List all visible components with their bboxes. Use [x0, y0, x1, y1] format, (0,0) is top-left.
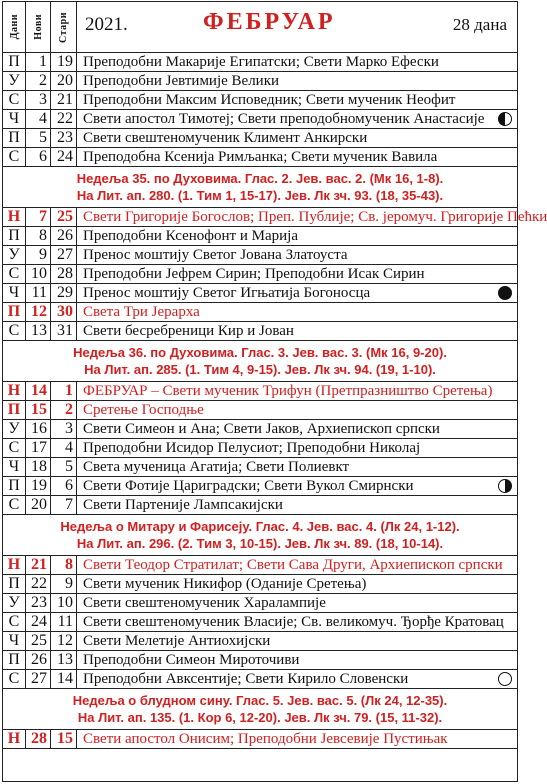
saints-of-day: Свети Теодор Стратилат; Свети Сава Други, Архиепископ српски: [83, 557, 503, 573]
header-days-column: Дани: [3, 2, 26, 52]
saints-of-day: Света мученица Агатија; Свети Полиевкт: [83, 459, 350, 475]
old-style-date: 8: [51, 556, 77, 574]
old-style-date: 10: [51, 594, 77, 612]
saints-of-day: Преподобни Јевтимије Велики: [83, 73, 280, 89]
new-style-date: 17: [26, 439, 51, 457]
week-readings-block: [3, 689, 517, 730]
day-of-week: П: [3, 401, 26, 419]
day-row: [3, 227, 517, 246]
day-row: [3, 284, 517, 303]
day-of-week: П: [3, 651, 26, 669]
week-readings-block: [3, 341, 517, 382]
day-row: [3, 477, 517, 496]
day-row: [3, 420, 517, 439]
saints-of-day: Свети апостол Онисим; Преподобни Јевсевије Пустињак: [83, 731, 448, 747]
saints-of-day: ФЕБРУАР – Свети мученик Трифун (Претпразништво Сретења): [83, 383, 493, 399]
day-row: [3, 556, 517, 575]
old-style-date: 7: [51, 496, 77, 514]
day-of-week: С: [3, 439, 26, 457]
new-style-date: 1: [26, 53, 51, 71]
new-style-date: 26: [26, 651, 51, 669]
saints-of-day: Свети Григорије Богослов; Преп. Публије; Св. јеромуч. Григорије Пећки: [83, 209, 547, 225]
day-of-week: С: [3, 91, 26, 109]
february-calendar: [2, 1, 547, 782]
saints-of-day: Свети бесребреници Кир и Јован: [83, 323, 294, 339]
day-row: [3, 129, 517, 148]
week-readings-line2: На Лит. ап. 285. (1. Тим 4, 9-15). Јев. Лк зч. 94. (19, 1-10).: [84, 362, 436, 377]
old-style-date: 22: [51, 110, 77, 128]
week-readings-line2: На Лит. ап. 135. (1. Кор 6, 12-20). Јев. Лк зч. 79. (15, 11-32).: [77, 710, 443, 725]
new-style-date: 6: [26, 148, 51, 166]
day-of-week: У: [3, 72, 26, 90]
saints-of-day: Сретење Господње: [83, 402, 204, 418]
old-style-date: 24: [51, 148, 77, 166]
old-style-date: 15: [51, 730, 77, 748]
old-style-date: 6: [51, 477, 77, 495]
day-row: [3, 575, 517, 594]
day-of-week: Ч: [3, 632, 26, 650]
day-row: [3, 594, 517, 613]
saints-of-day: Свети Фотије Цариградски; Свети Вукол Смирнски: [83, 478, 414, 494]
saints-of-day: Свети свештеномученик Власије; Св. великомуч. Ђорђе Кратовац: [83, 614, 504, 630]
week-readings-line1: Недеља о блудном сину. Глас. 5. Јев. вас. 5. (Лк 24, 12-35).: [72, 693, 448, 708]
old-style-date: 21: [51, 91, 77, 109]
new-style-date: 15: [26, 401, 51, 419]
old-style-date: 31: [51, 322, 77, 340]
day-of-week: П: [3, 53, 26, 71]
old-style-date: 3: [51, 420, 77, 438]
saints-of-day: Свети апостол Тимотеј; Свети преподобномученик Анастасије: [83, 111, 485, 127]
saints-of-day: Пренос моштију Светог Јована Златоуста: [83, 247, 348, 263]
old-style-date: 12: [51, 632, 77, 650]
header-old-column: Стари: [51, 2, 77, 52]
day-row: [3, 439, 517, 458]
week-readings-line2: На Лит. ап. 280. (1. Тим 1, 15-17). Јев. Лк зч. 93. (18, 35-43).: [76, 188, 444, 203]
day-row: [3, 72, 517, 91]
day-row: [3, 458, 517, 477]
new-style-date: 27: [26, 670, 51, 688]
day-of-week: С: [3, 265, 26, 283]
saints-of-day: Пренос моштију Светог Игњатија Богоносца: [83, 285, 371, 301]
first-quarter-moon-icon: [498, 479, 512, 493]
day-of-week: С: [3, 148, 26, 166]
saints-of-day: Преподобни Максим Исповедник; Свети мученик Неофит: [83, 92, 456, 108]
old-style-date: 23: [51, 129, 77, 147]
week-readings-line1: Недеља о Митару и Фарисеју. Глас. 4. Јев. вас. 4. (Лк 24, 1-12).: [60, 519, 460, 534]
new-style-date: 2: [26, 72, 51, 90]
new-style-date: 4: [26, 110, 51, 128]
new-style-date: 3: [26, 91, 51, 109]
new-style-date: 22: [26, 575, 51, 593]
day-of-week: П: [3, 129, 26, 147]
saints-of-day: Преподобни Јефрем Сирин; Преподобни Исак Сирин: [83, 266, 425, 282]
saints-of-day: Свети свештеномученик Климент Анкирски: [83, 130, 368, 146]
saints-of-day: Преподобни Исидор Пелусиот; Преподобни Николај: [83, 440, 421, 456]
new-moon-icon: [498, 286, 512, 300]
new-style-date: 16: [26, 420, 51, 438]
new-style-date: 24: [26, 613, 51, 631]
day-row: [3, 246, 517, 265]
old-style-date: 5: [51, 458, 77, 476]
week-readings-block: [3, 515, 517, 556]
saints-of-day: Свети Партеније Лампсакијски: [83, 497, 283, 513]
day-row: [3, 53, 517, 72]
new-style-date: 23: [26, 594, 51, 612]
days-count: 28 дана: [452, 15, 507, 34]
day-row: [3, 208, 547, 227]
old-style-date: 27: [51, 246, 77, 264]
saints-of-day: Преподобни Авксентије; Свети Кирило Словенски: [83, 671, 409, 687]
old-style-date: 29: [51, 284, 77, 302]
day-of-week: Ч: [3, 458, 26, 476]
day-of-week: Н: [3, 556, 26, 574]
new-style-date: 10: [26, 265, 51, 283]
old-style-date: 13: [51, 651, 77, 669]
day-row: [3, 110, 517, 129]
day-row: [3, 651, 517, 670]
day-of-week: С: [3, 322, 26, 340]
week-readings-line1: Недеља 35. по Духовима. Глас. 2. Јев. вас. 2. (Мк 16, 1-8).: [76, 171, 444, 186]
year-label: 2021.: [85, 14, 128, 35]
day-row: [3, 730, 517, 749]
saints-of-day: Свети Мелетије Антиохијски: [83, 633, 271, 649]
new-style-date: 20: [26, 496, 51, 514]
old-style-date: 9: [51, 575, 77, 593]
day-row: [3, 670, 517, 689]
day-of-week: Н: [3, 208, 26, 226]
day-of-week: Н: [3, 730, 26, 748]
full-moon-icon: [498, 672, 512, 686]
day-of-week: П: [3, 303, 26, 321]
day-row: [3, 401, 517, 420]
new-style-date: 7: [26, 208, 51, 226]
new-style-date: 18: [26, 458, 51, 476]
day-row: [3, 613, 517, 632]
saints-of-day: Преподобни Ксенофонт и Марија: [83, 228, 298, 244]
day-of-week: Н: [3, 382, 26, 400]
new-style-date: 9: [26, 246, 51, 264]
day-of-week: С: [3, 613, 26, 631]
week-readings-line1: Недеља 36. по Духовима. Глас. 3. Јев. вас. 3. (Мк 16, 9-20).: [73, 345, 447, 360]
day-row: [3, 632, 517, 651]
month-title: ФЕБРУАР: [203, 9, 336, 35]
new-style-date: 8: [26, 227, 51, 245]
day-row: [3, 265, 517, 284]
old-style-date: 1: [51, 382, 77, 400]
old-style-date: 28: [51, 265, 77, 283]
day-of-week: П: [3, 575, 26, 593]
day-of-week: Ч: [3, 284, 26, 302]
calendar-rows: [3, 53, 547, 749]
day-of-week: П: [3, 227, 26, 245]
day-of-week: Ч: [3, 110, 26, 128]
new-style-date: 12: [26, 303, 51, 321]
day-of-week: У: [3, 246, 26, 264]
new-style-date: 13: [26, 322, 51, 340]
saints-of-day: Света Три Јерарха: [83, 304, 200, 320]
saints-of-day: Преподобна Ксенија Римљанка; Свети мученик Вавила: [83, 149, 438, 165]
day-of-week: П: [3, 477, 26, 495]
old-style-date: 4: [51, 439, 77, 457]
new-style-date: 28: [26, 730, 51, 748]
new-style-date: 25: [26, 632, 51, 650]
old-style-date: 26: [51, 227, 77, 245]
saints-of-day: Свети Симеон и Ана; Свети Јаков, Архиепископ српски: [83, 421, 440, 437]
new-style-date: 21: [26, 556, 51, 574]
saints-of-day: Свети мученик Никифор (Оданије Сретења): [83, 576, 367, 592]
day-row: [3, 303, 517, 322]
saints-of-day: Свети свештеномученик Харалампије: [83, 595, 326, 611]
day-row: [3, 382, 517, 401]
saints-of-day: Преподобни Макарије Египатски; Свети Марко Ефески: [83, 54, 439, 70]
day-of-week: У: [3, 420, 26, 438]
new-style-date: 11: [26, 284, 51, 302]
day-of-week: У: [3, 594, 26, 612]
day-row: [3, 496, 517, 515]
old-style-date: 14: [51, 670, 77, 688]
header-new-column: Нови: [26, 2, 51, 52]
new-style-date: 5: [26, 129, 51, 147]
day-row: [3, 91, 517, 110]
new-style-date: 19: [26, 477, 51, 495]
day-row: [3, 148, 517, 167]
day-row: [3, 322, 517, 341]
day-of-week: С: [3, 496, 26, 514]
calendar-header: [3, 2, 517, 53]
old-style-date: 19: [51, 53, 77, 71]
week-readings-block: [3, 167, 517, 208]
last-quarter-moon-icon: [498, 112, 512, 126]
old-style-date: 30: [51, 303, 77, 321]
old-style-date: 25: [51, 208, 77, 226]
old-style-date: 20: [51, 72, 77, 90]
week-readings-line2: На Лит. ап. 296. (2. Тим 3, 10-15). Јев. Лк зч. 89. (18, 10-14).: [76, 536, 444, 551]
old-style-date: 11: [51, 613, 77, 631]
saints-of-day: Преподобни Симеон Мироточиви: [83, 652, 300, 668]
old-style-date: 2: [51, 401, 77, 419]
day-of-week: С: [3, 670, 26, 688]
new-style-date: 14: [26, 382, 51, 400]
